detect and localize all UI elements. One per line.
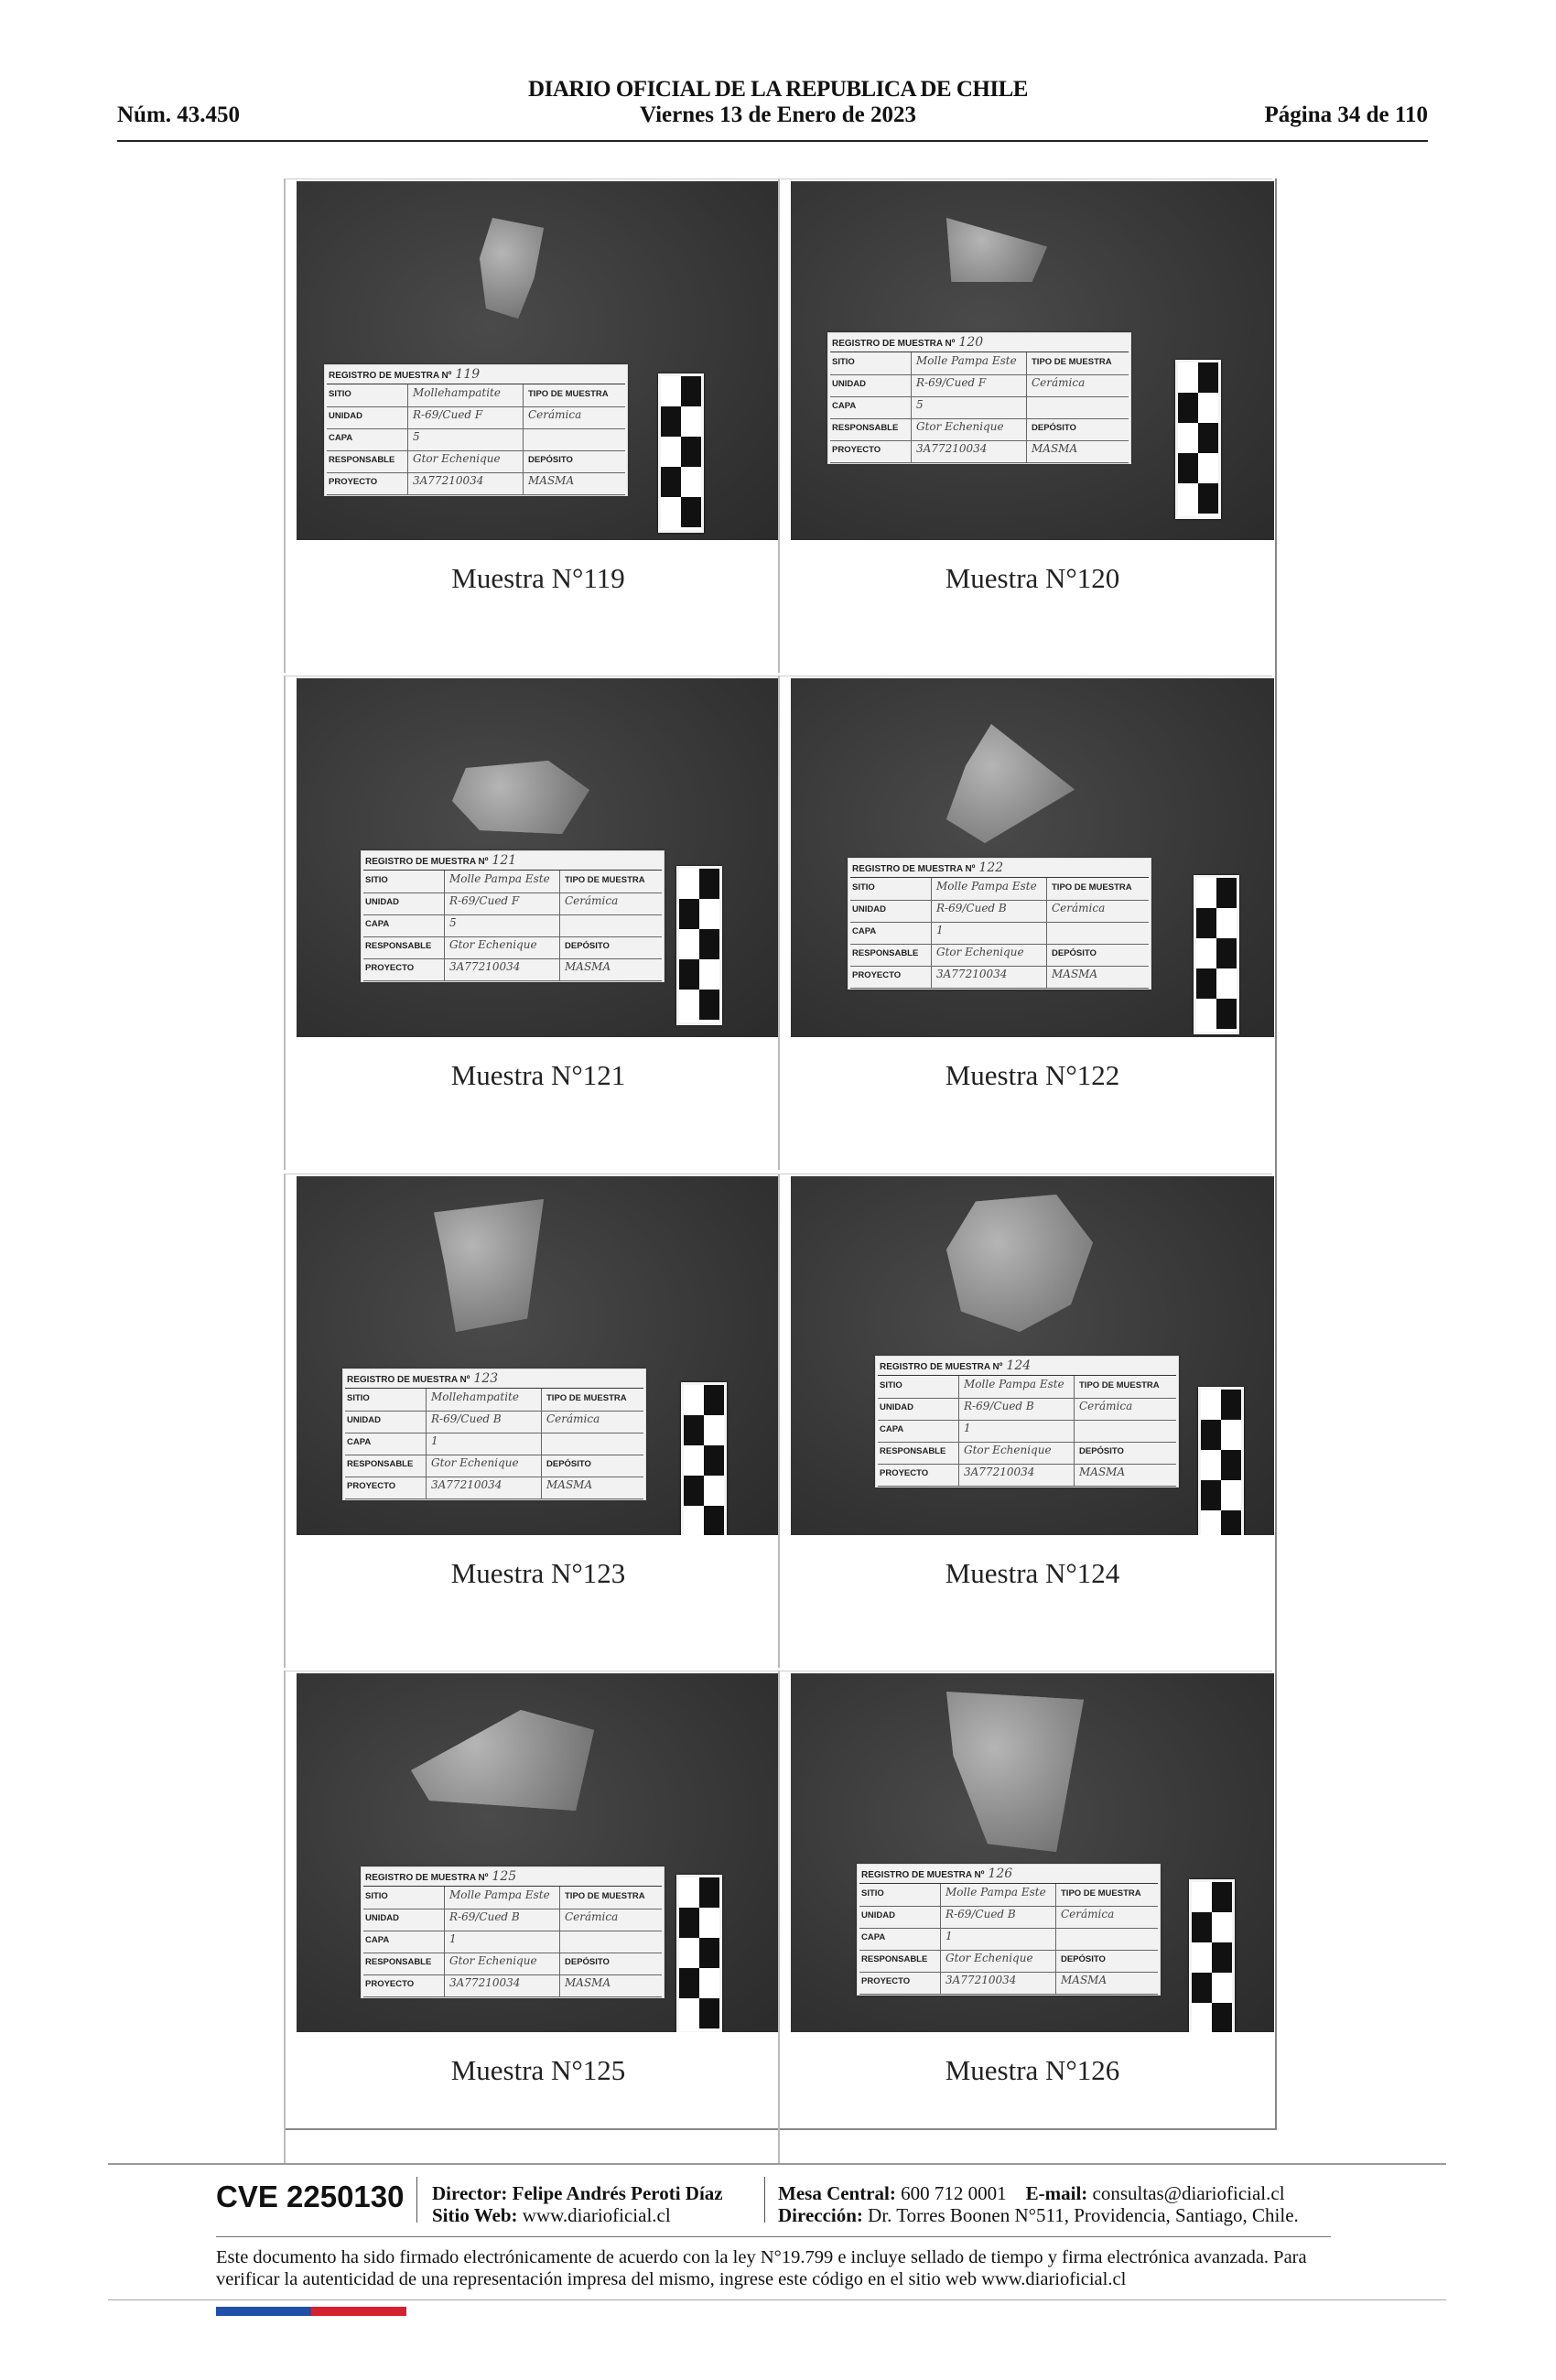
sample-photo-table: [284, 178, 1277, 2130]
card-right-label: DEPÓSITO: [565, 941, 610, 951]
card-field-label: PROYECTO: [880, 1468, 929, 1478]
card-right-label: DEPÓSITO: [565, 1957, 610, 1967]
ceramic-sherd-image: [946, 218, 1047, 282]
scale-block: [1212, 1942, 1232, 1973]
card-right-value: MASMA: [565, 1976, 611, 1989]
photo-scale-bar: [1198, 1387, 1244, 1535]
card-right-label: DEPÓSITO: [1079, 1446, 1124, 1456]
card-field-value: R-69/Cued B: [964, 1400, 1034, 1412]
card-row: [878, 1420, 1176, 1443]
sample-caption: Muestra N°123: [450, 1557, 626, 1589]
scale-block: [1221, 1390, 1241, 1420]
card-field-value: 5: [413, 430, 420, 443]
card-field-value: R-69/Cued B: [431, 1412, 502, 1425]
registro-label: REGISTRO DE MUESTRA Nº 125: [365, 1869, 517, 1884]
card-field-value: Mollehampatite: [431, 1390, 519, 1403]
registro-label: REGISTRO DE MUESTRA Nº 121: [365, 853, 517, 868]
card-right-value: MASMA: [546, 1478, 593, 1491]
card-row: [850, 966, 1149, 989]
ceramic-sherd-image: [946, 1195, 1093, 1332]
sample-cell: [778, 178, 1272, 673]
card-field-value: R-69/Cued F: [449, 894, 520, 907]
registro-label: REGISTRO DE MUESTRA Nº 119: [329, 367, 481, 382]
card-field-label: CAPA: [852, 926, 877, 936]
card-field-label: CAPA: [832, 401, 857, 411]
photo-scale-bar: [676, 866, 722, 1025]
card-row: [850, 878, 1149, 901]
photo-scale-bar: [681, 1382, 727, 1535]
card-row: [363, 958, 662, 981]
page-number: Página 34 de 110: [1264, 103, 1428, 127]
card-field-label: CAPA: [365, 919, 390, 929]
contact-block: [778, 2182, 1299, 2226]
card-right-value: MASMA: [565, 960, 611, 973]
card-field-value: Molle Pampa Este: [936, 880, 1037, 892]
card-field-label: RESPONSABLE: [329, 455, 395, 465]
scale-block: [1192, 1912, 1212, 1942]
card-row: [327, 472, 625, 495]
card-row: [830, 396, 1129, 419]
director-name: Felipe Andrés Peroti Díaz: [512, 2182, 723, 2204]
card-field-label: PROYECTO: [852, 970, 902, 980]
scale-block: [1212, 1882, 1232, 1912]
card-field-value: Molle Pampa Este: [945, 1886, 1046, 1899]
card-field-label: UNIDAD: [347, 1415, 381, 1425]
scale-block: [1221, 1450, 1241, 1480]
sample-photo: [791, 1673, 1274, 2032]
director-block: [432, 2182, 723, 2226]
sample-number: 121: [492, 853, 517, 868]
card-row: [327, 406, 625, 429]
sample-number: 124: [1006, 1358, 1032, 1373]
scale-block: [661, 467, 681, 497]
card-row: [859, 1950, 1158, 1973]
footer-divider: [216, 2236, 1331, 2237]
photo-scale-bar: [1189, 1879, 1235, 2032]
card-field-value: 3A77210034: [945, 1974, 1017, 1986]
footer-divider: [108, 2299, 1446, 2300]
card-row: [345, 1433, 643, 1455]
card-field-value: 3A77210034: [449, 1976, 521, 1989]
card-row: [830, 374, 1129, 397]
sample-label-card: [827, 332, 1131, 464]
scale-block: [684, 1415, 704, 1445]
card-field-label: CAPA: [347, 1437, 372, 1447]
sample-cell: [778, 676, 1272, 1170]
card-field-value: Molle Pampa Este: [964, 1378, 1064, 1390]
sample-label-card: [848, 858, 1151, 990]
card-field-value: 5: [916, 398, 924, 411]
email-link[interactable]: consultas@diarioficial.cl: [1092, 2182, 1285, 2204]
email-label: E-mail:: [1025, 2182, 1088, 2204]
card-row: [363, 1909, 662, 1931]
scale-block: [1178, 453, 1198, 483]
mesa-label: Mesa Central:: [778, 2182, 896, 2204]
card-field-value: 1: [964, 1422, 971, 1434]
sample-label-card: [361, 850, 665, 982]
card-field-value: Molle Pampa Este: [449, 872, 550, 885]
sample-photo: [791, 678, 1274, 1037]
sample-cell: [284, 1671, 778, 2165]
card-field-value: R-69/Cued F: [916, 376, 987, 389]
sample-photo: [297, 181, 780, 540]
card-field-label: CAPA: [365, 1935, 390, 1945]
card-field-label: SITIO: [329, 389, 351, 399]
card-field-value: Gtor Echenique: [964, 1444, 1052, 1456]
card-right-label: TIPO DE MUESTRA: [546, 1393, 627, 1403]
card-field-label: RESPONSABLE: [861, 1954, 928, 1964]
card-row: [830, 352, 1129, 375]
card-field-value: 3A77210034: [413, 474, 484, 487]
card-row: [363, 1931, 662, 1953]
card-right-label: DEPÓSITO: [1061, 1954, 1106, 1964]
sample-label-card: [342, 1368, 646, 1500]
card-field-label: CAPA: [861, 1932, 886, 1942]
scale-block: [699, 1877, 719, 1908]
card-row: [850, 900, 1149, 923]
card-row: [878, 1398, 1176, 1421]
sample-number: 126: [988, 1866, 1013, 1881]
scale-block: [1198, 423, 1218, 453]
scale-block: [681, 376, 701, 406]
card-field-value: Gtor Echenique: [449, 938, 537, 951]
scale-block: [1198, 483, 1218, 514]
card-right-label: TIPO DE MUESTRA: [1061, 1888, 1141, 1899]
scale-block: [679, 959, 699, 990]
card-field-value: 1: [431, 1434, 438, 1447]
scale-block: [1201, 1480, 1221, 1510]
card-field-label: SITIO: [861, 1888, 884, 1899]
scale-block: [679, 1968, 699, 1998]
scale-block: [1212, 2003, 1232, 2032]
card-right-value: Cerámica: [528, 408, 582, 421]
card-row: [345, 1455, 643, 1477]
ceramic-sherd-image: [434, 1199, 544, 1332]
card-row: [363, 1974, 662, 1997]
sample-caption: Muestra N°125: [450, 2054, 626, 2086]
footer-divider: [108, 2163, 1446, 2165]
card-field-value: Gtor Echenique: [431, 1456, 519, 1469]
scale-block: [1221, 1510, 1241, 1535]
direccion-label: Dirección:: [778, 2204, 863, 2226]
card-field-label: PROYECTO: [347, 1481, 396, 1491]
card-row: [878, 1464, 1176, 1487]
card-row: [363, 914, 662, 937]
sample-photo: [297, 1673, 780, 2032]
sample-photo: [791, 1176, 1274, 1535]
card-right-label: DEPÓSITO: [1032, 423, 1076, 433]
card-field-label: SITIO: [852, 882, 875, 892]
registro-label: REGISTRO DE MUESTRA Nº 120: [832, 335, 984, 350]
card-field-label: PROYECTO: [832, 445, 881, 455]
scale-block: [1196, 908, 1216, 938]
card-row: [363, 1953, 662, 1975]
sample-cell: [778, 1174, 1272, 1668]
card-right-value: Cerámica: [1052, 902, 1106, 914]
card-field-label: SITIO: [880, 1380, 902, 1390]
registro-label: REGISTRO DE MUESTRA Nº 123: [347, 1371, 499, 1386]
photo-scale-bar: [676, 1875, 722, 2032]
direccion-text: Dr. Torres Boonen N°511, Providencia, Santiago, Chile.: [868, 2204, 1299, 2226]
card-row: [327, 428, 625, 451]
card-field-label: UNIDAD: [852, 904, 886, 914]
card-field-value: R-69/Cued B: [449, 1910, 520, 1923]
mesa-phone: 600 712 0001: [901, 2182, 1007, 2204]
card-right-label: DEPÓSITO: [1052, 948, 1097, 958]
card-row: [345, 1389, 643, 1412]
scale-block: [1216, 938, 1237, 968]
sample-label-card: [324, 364, 628, 496]
sample-cell: [284, 676, 778, 1170]
card-right-value: MASMA: [1052, 968, 1098, 980]
card-field-label: RESPONSABLE: [365, 1957, 432, 1967]
card-field-label: RESPONSABLE: [832, 423, 899, 433]
card-row: [859, 1884, 1158, 1907]
scale-block: [704, 1506, 724, 1535]
sample-label-card: [361, 1866, 665, 1998]
card-right-label: TIPO DE MUESTRA: [1052, 882, 1132, 892]
sample-number: 122: [978, 860, 1004, 875]
card-field-value: Molle Pampa Este: [449, 1888, 550, 1901]
sample-caption: Muestra N°124: [945, 1557, 1120, 1589]
card-field-label: UNIDAD: [880, 1402, 913, 1412]
card-row: [859, 1972, 1158, 1995]
card-right-value: MASMA: [1061, 1974, 1108, 1986]
card-row: [327, 450, 625, 473]
card-right-label: TIPO DE MUESTRA: [565, 875, 645, 885]
card-right-value: Cerámica: [1079, 1400, 1133, 1412]
flag-stripe-blue: [216, 2307, 311, 2316]
scale-block: [1216, 999, 1237, 1029]
card-right-value: MASMA: [1079, 1466, 1126, 1478]
scale-block: [1196, 968, 1216, 999]
card-field-label: RESPONSABLE: [365, 941, 432, 951]
card-field-label: CAPA: [329, 433, 353, 443]
sample-number: 125: [492, 1869, 517, 1884]
footer-separator: [416, 2177, 417, 2223]
card-field-label: UNIDAD: [365, 897, 399, 907]
web-link[interactable]: www.diarioficial.cl: [522, 2204, 671, 2226]
card-field-value: R-69/Cued B: [945, 1908, 1016, 1920]
card-field-value: R-69/Cued F: [413, 408, 483, 421]
card-field-label: CAPA: [880, 1424, 904, 1434]
card-field-label: UNIDAD: [861, 1910, 895, 1920]
card-field-value: Molle Pampa Este: [916, 354, 1017, 367]
card-right-value: Cerámica: [1061, 1908, 1115, 1920]
sample-number: 123: [473, 1371, 499, 1386]
card-field-value: 3A77210034: [964, 1466, 1035, 1478]
scale-block: [661, 406, 681, 437]
scale-block: [699, 929, 719, 959]
sample-caption: Muestra N°119: [451, 562, 625, 594]
registro-label: REGISTRO DE MUESTRA Nº 122: [852, 860, 1004, 875]
scale-block: [699, 990, 719, 1020]
card-field-value: 1: [945, 1930, 953, 1942]
ceramic-sherd-image: [411, 1710, 594, 1811]
card-field-value: Gtor Echenique: [916, 420, 1004, 433]
card-row: [859, 1906, 1158, 1929]
scale-block: [679, 899, 699, 929]
sample-photo: [297, 1176, 780, 1535]
web-label: Sitio Web:: [432, 2204, 518, 2226]
card-row: [878, 1376, 1176, 1399]
card-field-value: 5: [449, 916, 457, 929]
card-right-label: DEPÓSITO: [546, 1459, 591, 1469]
card-row: [859, 1928, 1158, 1951]
sample-caption: Muestra N°122: [945, 1059, 1120, 1091]
scale-block: [679, 1908, 699, 1938]
card-field-value: 3A77210034: [449, 960, 521, 973]
card-field-label: RESPONSABLE: [347, 1459, 414, 1469]
issue-number: Núm. 43.450: [117, 103, 241, 127]
ceramic-sherd-image: [480, 218, 544, 319]
card-row: [345, 1411, 643, 1433]
scale-block: [1198, 362, 1218, 393]
scale-block: [699, 869, 719, 899]
card-row: [345, 1477, 643, 1499]
sample-caption: Muestra N°120: [945, 562, 1120, 594]
director-label: Director:: [432, 2182, 508, 2204]
scale-block: [1192, 1973, 1212, 2003]
ceramic-sherd-image: [452, 761, 589, 834]
card-right-value: Cerámica: [546, 1412, 600, 1425]
scale-block: [681, 437, 701, 467]
card-field-label: RESPONSABLE: [852, 948, 919, 958]
publication-title: DIARIO OFICIAL DE LA REPUBLICA DE CHILE: [528, 77, 1028, 102]
sample-number: 120: [958, 335, 984, 350]
sample-photo: [297, 678, 780, 1037]
card-row: [363, 892, 662, 915]
sample-number: 119: [455, 367, 481, 382]
card-row: [363, 871, 662, 893]
card-field-label: SITIO: [365, 1891, 388, 1901]
card-field-value: Gtor Echenique: [945, 1952, 1033, 1964]
card-field-label: RESPONSABLE: [880, 1446, 946, 1456]
sample-photo: [791, 181, 1274, 540]
registro-label: REGISTRO DE MUESTRA Nº 126: [861, 1866, 1013, 1881]
card-field-value: 1: [936, 924, 944, 936]
card-field-label: SITIO: [365, 875, 388, 885]
card-right-label: DEPÓSITO: [528, 455, 573, 465]
card-right-value: Cerámica: [1032, 376, 1086, 389]
card-field-value: Mollehampatite: [413, 386, 501, 399]
scale-block: [699, 1998, 719, 2028]
card-right-value: MASMA: [528, 474, 575, 487]
card-field-value: 3A77210034: [936, 968, 1008, 980]
card-field-value: 3A77210034: [916, 442, 988, 455]
sample-caption: Muestra N°126: [945, 2054, 1120, 2086]
scale-block: [684, 1476, 704, 1506]
sample-label-card: [857, 1864, 1161, 1996]
scale-block: [1201, 1420, 1221, 1450]
card-row: [363, 1887, 662, 1909]
card-field-label: PROYECTO: [861, 1976, 911, 1986]
scale-block: [1178, 393, 1198, 423]
scale-block: [704, 1385, 724, 1415]
card-field-value: Gtor Echenique: [449, 1954, 537, 1967]
card-right-label: TIPO DE MUESTRA: [528, 389, 609, 399]
card-right-value: Cerámica: [565, 894, 619, 907]
card-right-label: TIPO DE MUESTRA: [1079, 1380, 1160, 1390]
header-divider: [117, 140, 1428, 142]
card-field-label: SITIO: [347, 1393, 370, 1403]
registro-label: REGISTRO DE MUESTRA Nº 124: [880, 1358, 1032, 1373]
scale-block: [699, 1938, 719, 1968]
photo-scale-bar: [658, 373, 704, 533]
card-field-label: PROYECTO: [365, 963, 415, 973]
card-row: [363, 936, 662, 959]
publication-date: Viernes 13 de Enero de 2023: [639, 103, 917, 127]
card-row: [327, 384, 625, 407]
footer-separator: [764, 2177, 765, 2223]
sample-cell: [284, 178, 778, 673]
card-right-value: MASMA: [1032, 442, 1078, 455]
cve-code: CVE 2250130: [216, 2180, 405, 2213]
legal-notice: Este documento ha sido firmado electrónicamente de acuerdo con la ley N°19.799 e incluye sellado de tiempo y firma electrónica avanzada. Para verificar la autenticidad de una representación impresa del mismo, ingrese este código en el sitio web www.diarioficial.cl: [216, 2247, 1307, 2289]
card-field-value: Gtor Echenique: [413, 452, 501, 465]
card-field-label: UNIDAD: [365, 1913, 399, 1923]
card-field-label: UNIDAD: [329, 411, 362, 421]
card-row: [850, 944, 1149, 967]
photo-scale-bar: [1175, 360, 1221, 519]
card-field-value: 1: [449, 1932, 457, 1945]
scale-block: [681, 497, 701, 527]
card-row: [830, 418, 1129, 441]
sample-cell: [778, 1671, 1272, 2165]
sample-caption: Muestra N°121: [450, 1059, 626, 1091]
ceramic-sherd-image: [946, 1692, 1084, 1852]
sample-cell: [284, 1174, 778, 1668]
card-row: [830, 440, 1129, 463]
card-field-label: PROYECTO: [365, 1979, 415, 1989]
card-field-value: R-69/Cued B: [936, 902, 1007, 914]
card-field-value: 3A77210034: [431, 1478, 502, 1491]
card-row: [878, 1442, 1176, 1465]
scale-block: [704, 1445, 724, 1476]
card-field-value: Gtor Echenique: [936, 946, 1024, 958]
flag-stripe-red: [311, 2307, 406, 2316]
photo-scale-bar: [1194, 875, 1239, 1034]
card-right-label: TIPO DE MUESTRA: [565, 1891, 645, 1901]
card-field-label: PROYECTO: [329, 477, 378, 487]
scale-block: [1216, 878, 1237, 908]
card-field-label: UNIDAD: [832, 379, 866, 389]
ceramic-sherd-image: [946, 724, 1075, 843]
sample-label-card: [875, 1356, 1179, 1488]
card-row: [850, 922, 1149, 945]
card-right-value: Cerámica: [565, 1910, 619, 1923]
card-field-label: SITIO: [832, 357, 855, 367]
card-right-label: TIPO DE MUESTRA: [1032, 357, 1112, 367]
